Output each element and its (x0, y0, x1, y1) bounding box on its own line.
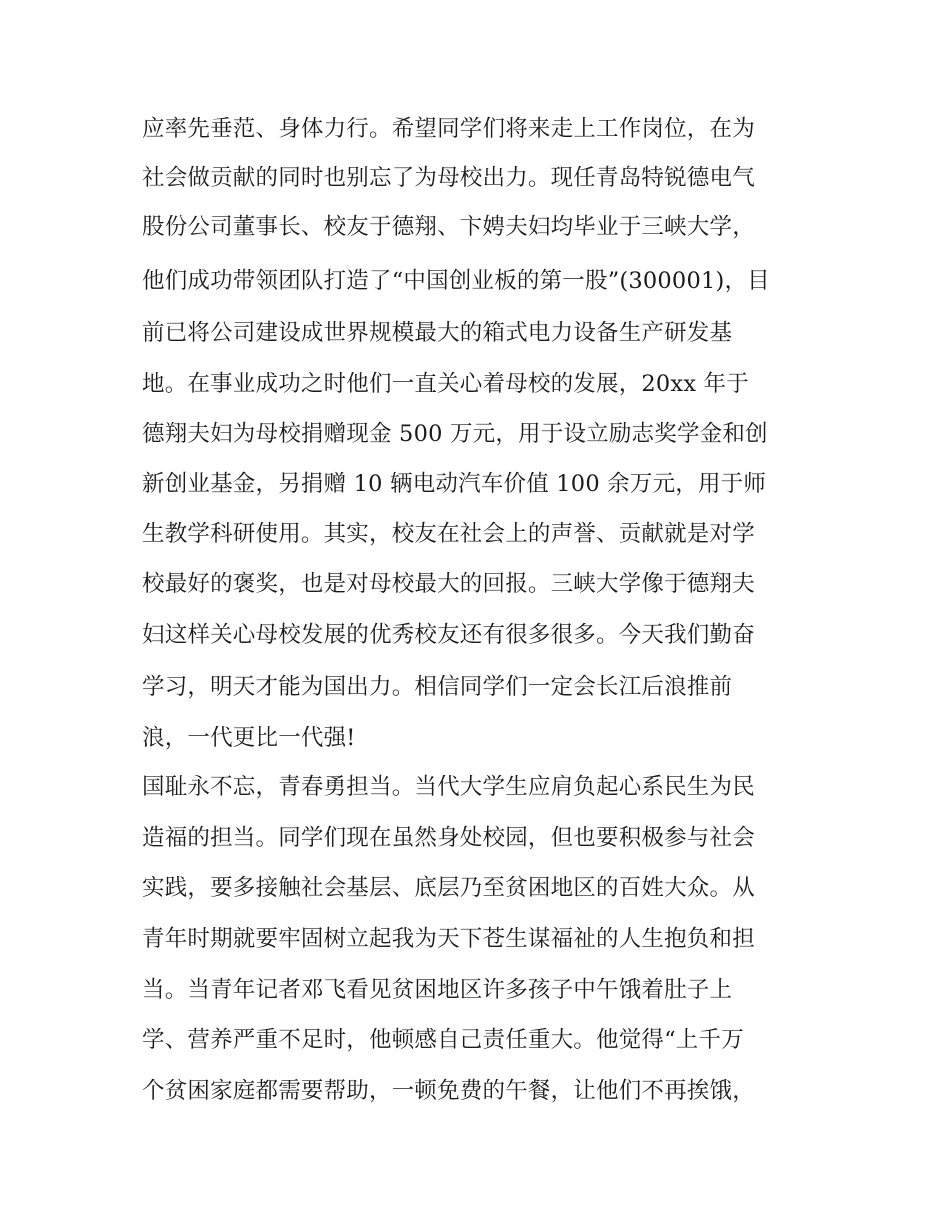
text-line: 应率先垂范、身体力行。希望同学们将来走上工作岗位，在为 (142, 116, 755, 142)
text-line: 实践，要多接触社会基层、底层乃至贫困地区的百姓大众。从 (142, 875, 755, 901)
text-line: 当。当青年记者邓飞看见贫困地区许多孩子中午饿着肚子上 (142, 977, 733, 1003)
text-line: 他们成功带领团队打造了“中国创业板的第一股”(300001)，目 (142, 268, 770, 294)
text-line: 学习，明天才能为国出力。相信同学们一定会长江后浪推前 (142, 674, 733, 700)
text-line: 地。在事业成功之时他们一直关心着母校的发展，20xx 年于 (142, 371, 749, 397)
text-line: 新创业基金，另捐赠 10 辆电动汽车价值 100 余万元，用于师 (142, 471, 767, 497)
text-line: 股份公司董事长、校友于德翔、卞娉夫妇均毕业于三峡大学， (142, 214, 755, 240)
text-line: 青年时期就要牢固树立起我为天下苍生谋福祉的人生抱负和担 (142, 926, 755, 952)
text-line: 造福的担当。同学们现在虽然身处校园，但也要积极参与社会 (142, 825, 755, 851)
text-line: 妇这样关心母校发展的优秀校友还有很多很多。今天我们勤奋 (142, 622, 755, 648)
text-line: 国耻永不忘，青春勇担当。当代大学生应肩负起心系民生为民 (142, 774, 755, 800)
text-line: 浪，一代更比一代强! (142, 725, 356, 751)
text-line: 生教学科研使用。其实，校友在社会上的声誉、贡献就是对学 (142, 521, 755, 547)
text-line: 个贫困家庭都需要帮助，一顿免费的午餐，让他们不再挨饿， (142, 1078, 755, 1104)
text-line: 学、营养严重不足时，他顿感自己责任重大。他觉得“上千万 (142, 1027, 744, 1053)
text-line: 德翔夫妇为母校捐赠现金 500 万元，用于设立励志奖学金和创 (142, 421, 768, 447)
text-line: 校最好的褒奖，也是对母校最大的回报。三峡大学像于德翔夫 (142, 571, 755, 597)
text-line: 社会做贡献的同时也别忘了为母校出力。现任青岛特锐德电气 (142, 165, 755, 191)
text-line: 前已将公司建设成世界规模最大的箱式电力设备生产研发基 (142, 320, 733, 346)
